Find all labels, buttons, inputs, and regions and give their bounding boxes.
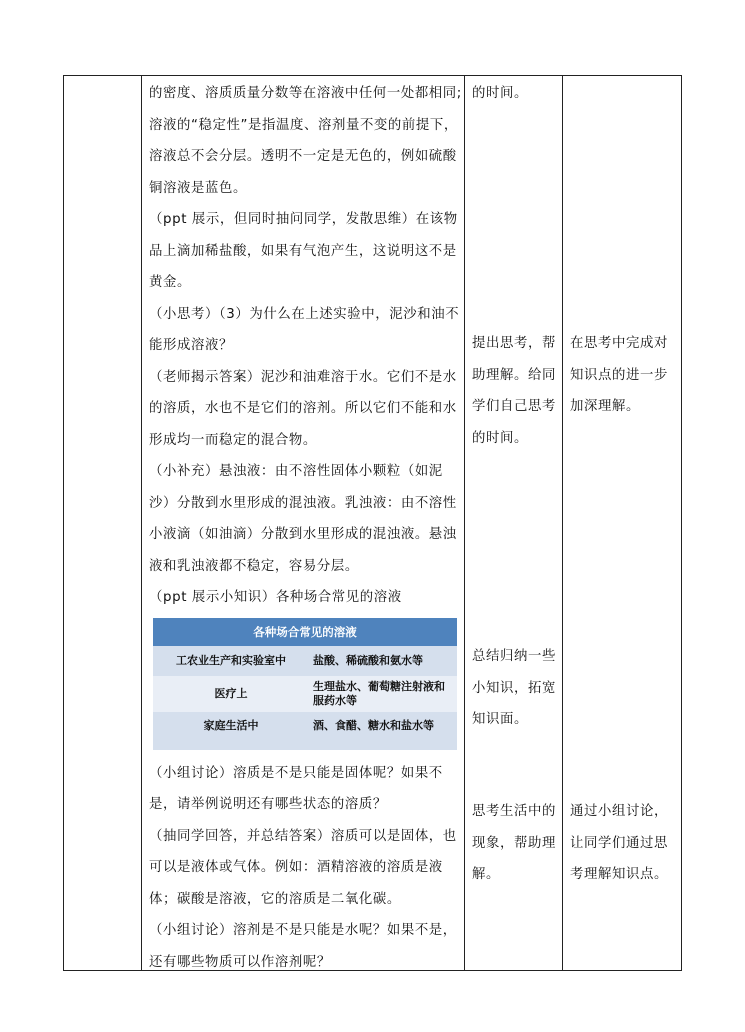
table-cell: 工农业生产和实验室中 bbox=[153, 646, 309, 676]
column-divider bbox=[562, 76, 563, 970]
common-solutions-table bbox=[153, 618, 457, 750]
table-cell: 家庭生活中 bbox=[153, 712, 309, 740]
student-activity-cell bbox=[564, 76, 682, 970]
paragraph: （小补充）悬浊液：由不溶性固体小颗粒（如泥沙）分散到水里形成的混浊液。乳浊液：由不溶性小液滴（如油滴）分散到水里形成的混浊液。悬浊液和乳浊液都不稳定，容易分层。 bbox=[149, 464, 457, 574]
paragraph: 的密度、溶质质量分数等在溶液中任何一处都相同;溶液的“稳定性”是指温度、溶剂量不变的前提下，溶液总不会分层。透明不一定是无色的，例如硫酸铜溶液是蓝色。 bbox=[149, 86, 462, 196]
note: 思考生活中的现象，帮助理解。 bbox=[472, 804, 556, 882]
paragraph: （ppt 展示小知识）各种场合常见的溶液 bbox=[149, 590, 402, 605]
note: 的时间。 bbox=[472, 86, 528, 101]
table-cell: 盐酸、稀硫酸和氨水等 bbox=[309, 646, 457, 676]
paragraph: （抽同学回答，并总结答案）溶质可以是固体，也可以是液体或气体。例如：酒精溶液的溶质是液体；碳酸是溶液，它的溶质是二氧化碳。 bbox=[149, 828, 457, 907]
note: 总结归纳一些小知识，拓宽知识面。 bbox=[472, 649, 556, 727]
note: 通过小组讨论，让同学们通过思考理解知识点。 bbox=[570, 804, 668, 882]
table-cell: 酒、食醋、糖水和盐水等 bbox=[309, 712, 457, 740]
table-row bbox=[153, 646, 457, 676]
note: 在思考中完成对知识点的进一步加深理解。 bbox=[570, 336, 668, 414]
table-row bbox=[153, 676, 457, 712]
design-intent-cell bbox=[466, 76, 562, 970]
table-cell: 医疗上 bbox=[153, 676, 309, 712]
paragraph: （小组讨论）溶剂是不是只能是水呢？如果不是，还有哪些物质可以作溶剂呢？ bbox=[149, 923, 457, 970]
teaching-content-cell bbox=[143, 76, 464, 978]
paragraph: （小思考）（3）为什么在上述实验中，泥沙和油不能形成溶液？ bbox=[149, 306, 460, 353]
table-title: 各种场合常见的溶液 bbox=[153, 618, 457, 646]
lesson-table bbox=[63, 75, 682, 971]
note: 提出思考，帮助理解。给同学们自己思考的时间。 bbox=[472, 336, 556, 446]
table-cell: 生理盐水、葡萄糖注射液和服药水等 bbox=[309, 676, 457, 712]
column-divider bbox=[464, 76, 465, 970]
paragraph: （老师揭示答案）泥沙和油难溶于水。它们不是水的溶质，水也不是它们的溶剂。所以它们不能和水形成均一而稳定的混合物。 bbox=[149, 369, 457, 448]
paragraph: （ppt 展示，但同时抽问同学，发散思维）在该物品上滴加稀盐酸，如果有气泡产生，这说明这不是黄金。 bbox=[149, 212, 458, 290]
paragraph: （小组讨论）溶质是不是只能是固体呢？如果不是，请举例说明还有哪些状态的溶质？ bbox=[149, 765, 443, 812]
column-divider bbox=[141, 76, 142, 970]
table-row bbox=[153, 712, 457, 740]
